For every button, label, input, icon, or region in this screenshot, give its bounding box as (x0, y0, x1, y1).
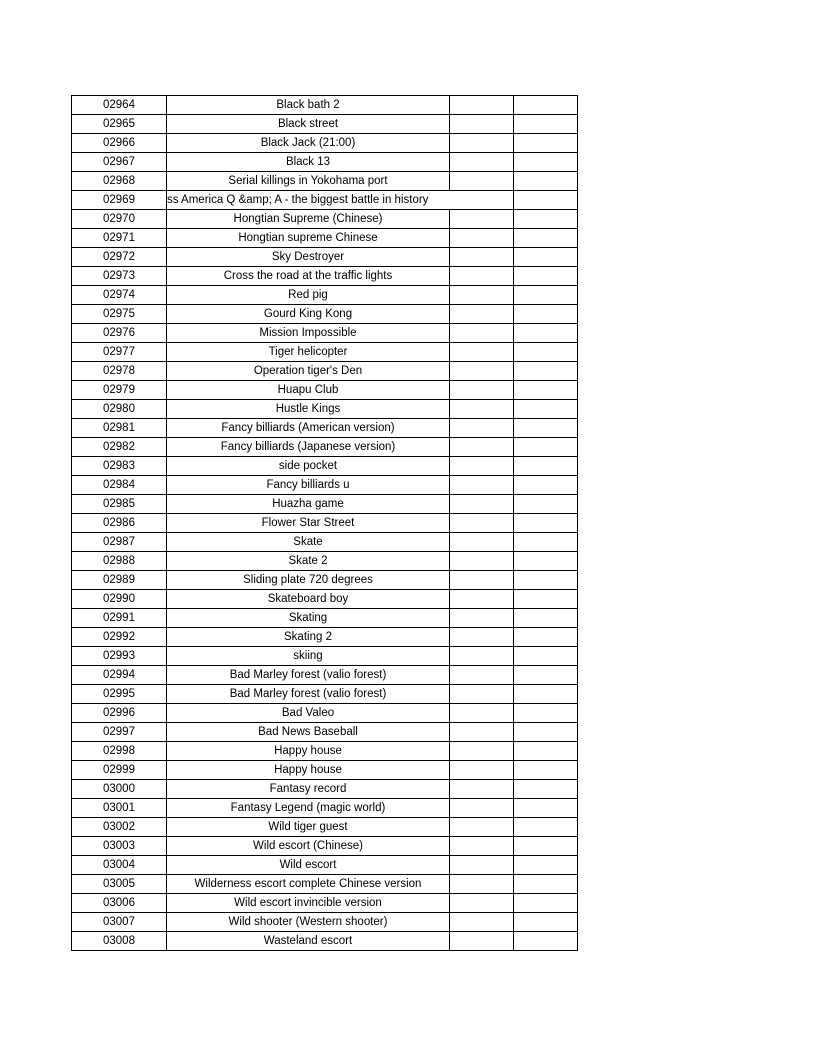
empty-cell-2 (514, 609, 578, 628)
game-title-cell: Flower Star Street (167, 514, 450, 533)
empty-cell-1 (450, 229, 514, 248)
game-id-cell: 02992 (72, 628, 167, 647)
table-row (72, 343, 578, 362)
game-title-cell: Mission Impossible (167, 324, 450, 343)
empty-cell-1 (450, 666, 514, 685)
game-id-cell: 02976 (72, 324, 167, 343)
game-id-cell: 02997 (72, 723, 167, 742)
empty-cell-2 (514, 343, 578, 362)
empty-cell-2 (514, 324, 578, 343)
empty-cell-1 (450, 628, 514, 647)
game-title-cell: Fancy billiards (Japanese version) (167, 438, 450, 457)
game-id-cell: 02977 (72, 343, 167, 362)
empty-cell-1 (450, 286, 514, 305)
table-row (72, 761, 578, 780)
game-id-cell: 02983 (72, 457, 167, 476)
game-title-cell: Hustle Kings (167, 400, 450, 419)
game-id-cell: 03006 (72, 894, 167, 913)
table-row (72, 837, 578, 856)
empty-cell-1 (450, 723, 514, 742)
empty-cell-1 (450, 685, 514, 704)
game-title-cell: Skate (167, 533, 450, 552)
table-row (72, 856, 578, 875)
game-title-cell: Black Jack (21:00) (167, 134, 450, 153)
empty-cell-1 (450, 514, 514, 533)
table-row (72, 324, 578, 343)
empty-cell-2 (514, 723, 578, 742)
game-id-cell: 02993 (72, 647, 167, 666)
empty-cell-2 (514, 533, 578, 552)
game-id-cell: 02995 (72, 685, 167, 704)
game-id-cell: 02965 (72, 115, 167, 134)
empty-cell-1 (450, 875, 514, 894)
empty-cell-1 (450, 400, 514, 419)
empty-cell-1 (450, 267, 514, 286)
game-title-cell: Black bath 2 (167, 96, 450, 115)
game-id-cell: 03002 (72, 818, 167, 837)
table-row (72, 742, 578, 761)
empty-cell-2 (514, 438, 578, 457)
game-id-cell: 02987 (72, 533, 167, 552)
empty-cell-2 (514, 685, 578, 704)
game-title-cell: Huapu Club (167, 381, 450, 400)
game-id-cell: 02967 (72, 153, 167, 172)
game-id-cell: 03003 (72, 837, 167, 856)
empty-cell-2 (514, 590, 578, 609)
empty-cell-1 (450, 438, 514, 457)
game-title-cell: Wild escort (167, 856, 450, 875)
empty-cell-2 (514, 134, 578, 153)
table-row (72, 476, 578, 495)
empty-cell-1 (450, 742, 514, 761)
table-row (72, 191, 578, 210)
game-id-cell: 02991 (72, 609, 167, 628)
table-row (72, 818, 578, 837)
empty-cell-1 (450, 305, 514, 324)
empty-cell-1 (450, 476, 514, 495)
table-row (72, 780, 578, 799)
empty-cell-2 (514, 172, 578, 191)
empty-cell-2 (514, 115, 578, 134)
game-id-cell: 02964 (72, 96, 167, 115)
empty-cell-1 (450, 381, 514, 400)
table-row (72, 210, 578, 229)
empty-cell-2 (514, 742, 578, 761)
empty-cell-1 (450, 134, 514, 153)
game-title-cell: Bad News Baseball (167, 723, 450, 742)
game-title-cell: Fantasy Legend (magic world) (167, 799, 450, 818)
game-id-cell: 02990 (72, 590, 167, 609)
game-title-cell: Wilderness escort complete Chinese version (167, 875, 450, 894)
table-row (72, 248, 578, 267)
game-title-cell: Black 13 (167, 153, 450, 172)
table-row (72, 533, 578, 552)
table-row (72, 666, 578, 685)
empty-cell-2 (514, 305, 578, 324)
game-id-cell: 02996 (72, 704, 167, 723)
game-id-cell: 02975 (72, 305, 167, 324)
game-id-cell: 02986 (72, 514, 167, 533)
game-id-cell: 02966 (72, 134, 167, 153)
empty-cell-1 (450, 932, 514, 951)
empty-cell-1 (450, 799, 514, 818)
empty-cell-2 (514, 856, 578, 875)
empty-cell-1 (450, 571, 514, 590)
game-title-cell: Skateboard boy (167, 590, 450, 609)
game-id-cell: 03007 (72, 913, 167, 932)
table-row (72, 267, 578, 286)
game-id-cell: 02968 (72, 172, 167, 191)
table-row (72, 590, 578, 609)
table-row (72, 438, 578, 457)
empty-cell-2 (514, 400, 578, 419)
table-row (72, 286, 578, 305)
table-row (72, 457, 578, 476)
game-id-cell: 02989 (72, 571, 167, 590)
game-title-cell: Huazha game (167, 495, 450, 514)
game-title-cell: Gourd King Kong (167, 305, 450, 324)
table-row (72, 894, 578, 913)
table-row (72, 229, 578, 248)
game-id-cell: 02998 (72, 742, 167, 761)
game-title-cell: Wild tiger guest (167, 818, 450, 837)
game-title-cell: Fancy billiards (American version) (167, 419, 450, 438)
table-row (72, 115, 578, 134)
empty-cell-2 (514, 495, 578, 514)
game-title-cell: Bad Marley forest (valio forest) (167, 666, 450, 685)
empty-cell-1 (450, 419, 514, 438)
table-row (72, 305, 578, 324)
empty-cell-1 (450, 913, 514, 932)
empty-cell-2 (514, 153, 578, 172)
table-row (72, 913, 578, 932)
game-id-cell: 02972 (72, 248, 167, 267)
table-row (72, 495, 578, 514)
empty-cell-2 (514, 628, 578, 647)
table-row (72, 609, 578, 628)
game-id-cell: 02994 (72, 666, 167, 685)
empty-cell-1 (450, 818, 514, 837)
empty-cell-1 (450, 153, 514, 172)
table-row (72, 381, 578, 400)
empty-cell-1 (450, 780, 514, 799)
game-id-cell: 02978 (72, 362, 167, 381)
empty-cell-2 (514, 552, 578, 571)
game-title-cell: Black street (167, 115, 450, 134)
game-title-cell: Tiger helicopter (167, 343, 450, 362)
game-id-cell: 03001 (72, 799, 167, 818)
empty-cell-1 (450, 761, 514, 780)
game-title-cell: Wild escort (Chinese) (167, 837, 450, 856)
empty-cell-2 (514, 780, 578, 799)
game-title-cell: Serial killings in Yokohama port (167, 172, 450, 191)
table-row (72, 875, 578, 894)
empty-cell-2 (514, 875, 578, 894)
empty-cell-2 (514, 818, 578, 837)
empty-cell-2 (514, 571, 578, 590)
empty-cell-1 (450, 552, 514, 571)
game-title-cell: Wasteland escort (167, 932, 450, 951)
game-id-cell: 03000 (72, 780, 167, 799)
empty-cell-2 (514, 647, 578, 666)
empty-cell-2 (514, 96, 578, 115)
game-title-cell: Fantasy record (167, 780, 450, 799)
empty-cell-2 (514, 837, 578, 856)
game-title-cell: Red pig (167, 286, 450, 305)
empty-cell-2 (514, 761, 578, 780)
empty-cell-2 (514, 476, 578, 495)
empty-cell-2 (514, 932, 578, 951)
game-id-cell: 02971 (72, 229, 167, 248)
game-title-cell: Skating (167, 609, 450, 628)
table-row (72, 514, 578, 533)
empty-cell-1 (450, 343, 514, 362)
empty-cell-1 (450, 533, 514, 552)
empty-cell-1 (450, 704, 514, 723)
table-row (72, 704, 578, 723)
game-id-cell: 02969 (72, 191, 167, 210)
game-title-cell: Bad Marley forest (valio forest) (167, 685, 450, 704)
game-title-cell: side pocket (167, 457, 450, 476)
empty-cell-1 (450, 609, 514, 628)
empty-cell-1 (450, 362, 514, 381)
empty-cell-2 (514, 514, 578, 533)
game-title-cell: Fancy billiards u (167, 476, 450, 495)
games-table (71, 95, 578, 951)
empty-cell-2 (514, 894, 578, 913)
game-title-cell: Sky Destroyer (167, 248, 450, 267)
empty-cell-1 (450, 894, 514, 913)
game-title-cell: Skate 2 (167, 552, 450, 571)
game-title-cell: Skating 2 (167, 628, 450, 647)
empty-cell-2 (514, 248, 578, 267)
table-row (72, 723, 578, 742)
table-row (72, 400, 578, 419)
table-row (72, 628, 578, 647)
game-id-cell: 02984 (72, 476, 167, 495)
empty-cell-1 (450, 856, 514, 875)
empty-cell-1 (450, 495, 514, 514)
table-row (72, 172, 578, 191)
empty-cell-2 (514, 362, 578, 381)
game-id-cell: 03004 (72, 856, 167, 875)
game-title-cell: Wild escort invincible version (167, 894, 450, 913)
game-title-cell: skiing (167, 647, 450, 666)
table-row (72, 134, 578, 153)
game-id-cell: 02999 (72, 761, 167, 780)
table-row (72, 96, 578, 115)
game-id-cell: 02985 (72, 495, 167, 514)
empty-cell-2 (514, 419, 578, 438)
table-row (72, 419, 578, 438)
empty-cell-1 (450, 210, 514, 229)
game-title-cell: Hongtian supreme Chinese (167, 229, 450, 248)
empty-cell-2 (514, 799, 578, 818)
game-id-cell: 02982 (72, 438, 167, 457)
empty-cell-1 (450, 115, 514, 134)
empty-cell-2 (514, 191, 578, 210)
game-title-cell: Cross the road at the traffic lights (167, 267, 450, 286)
game-id-cell: 02981 (72, 419, 167, 438)
empty-cell-2 (514, 704, 578, 723)
empty-cell-1 (450, 96, 514, 115)
table-row (72, 932, 578, 951)
table-row (72, 552, 578, 571)
game-title-cell: ss America Q &amp; A - the biggest battle in history (167, 191, 514, 210)
empty-cell-2 (514, 229, 578, 248)
game-id-cell: 02979 (72, 381, 167, 400)
game-id-cell: 03008 (72, 932, 167, 951)
table-row (72, 685, 578, 704)
table-row (72, 571, 578, 590)
empty-cell-1 (450, 837, 514, 856)
game-title-cell: Sliding plate 720 degrees (167, 571, 450, 590)
game-title-cell: Operation tiger's Den (167, 362, 450, 381)
empty-cell-1 (450, 457, 514, 476)
game-id-cell: 02988 (72, 552, 167, 571)
table-row (72, 647, 578, 666)
empty-cell-1 (450, 324, 514, 343)
table-body (72, 96, 578, 951)
game-id-cell: 02973 (72, 267, 167, 286)
game-title-cell: Hongtian Supreme (Chinese) (167, 210, 450, 229)
game-id-cell: 03005 (72, 875, 167, 894)
empty-cell-2 (514, 913, 578, 932)
table-row (72, 799, 578, 818)
empty-cell-2 (514, 666, 578, 685)
table-row (72, 362, 578, 381)
game-title-cell: Happy house (167, 761, 450, 780)
empty-cell-2 (514, 267, 578, 286)
game-id-cell: 02980 (72, 400, 167, 419)
game-title-cell: Happy house (167, 742, 450, 761)
empty-cell-1 (450, 248, 514, 267)
empty-cell-2 (514, 381, 578, 400)
empty-cell-1 (450, 647, 514, 666)
game-title-cell: Wild shooter (Western shooter) (167, 913, 450, 932)
empty-cell-1 (450, 172, 514, 191)
empty-cell-1 (450, 590, 514, 609)
empty-cell-2 (514, 210, 578, 229)
table-row (72, 153, 578, 172)
empty-cell-2 (514, 457, 578, 476)
empty-cell-2 (514, 286, 578, 305)
game-title-cell: Bad Valeo (167, 704, 450, 723)
game-id-cell: 02970 (72, 210, 167, 229)
game-id-cell: 02974 (72, 286, 167, 305)
